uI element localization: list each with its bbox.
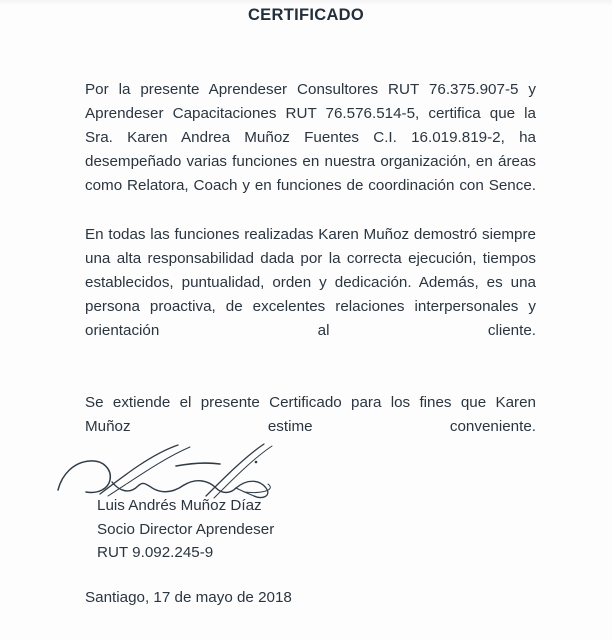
handwritten-signature-icon [56, 444, 356, 500]
signer-rut: RUT 9.092.245-9 [97, 544, 214, 561]
body-paragraph-3: Se extiende el presente Certificado para los fines que Karen Muñoz estime conveniente. [85, 394, 536, 436]
signer-details [97, 494, 427, 565]
place-and-date: Santiago, 17 de mayo de 2018 [85, 589, 292, 606]
body-paragraph-1: Por la presente Aprendeser Consultores RUT 76.375.907-5 y Aprendeser Capacitaciones RUT 76.576.514-5, certifica que la Sra. Karen Andrea Muñoz Fuentes C.I. 16.019.819-2, ha desempeñado varias funciones en nuestra organización, en áreas como Relatora, Coach y en funciones de coordinación con Sence. [85, 81, 536, 195]
certificate-body [85, 78, 536, 463]
signer-title: Socio Director Aprendeser [97, 520, 275, 538]
body-paragraph-2: En todas las funciones realizadas Karen Muñoz demostró siempre una alta responsabilidad dada por la correcta ejecución, tiempos establecidos, puntualidad, orden y dedicación. Además, es una persona proactiva, de excelentes relaciones interpersonales y orientación al cliente. [85, 225, 536, 339]
page-title: CERTIFICADO [247, 6, 365, 24]
signer-name: Luis Andrés Muñoz Díaz [97, 497, 262, 514]
signature-mark [56, 444, 356, 500]
